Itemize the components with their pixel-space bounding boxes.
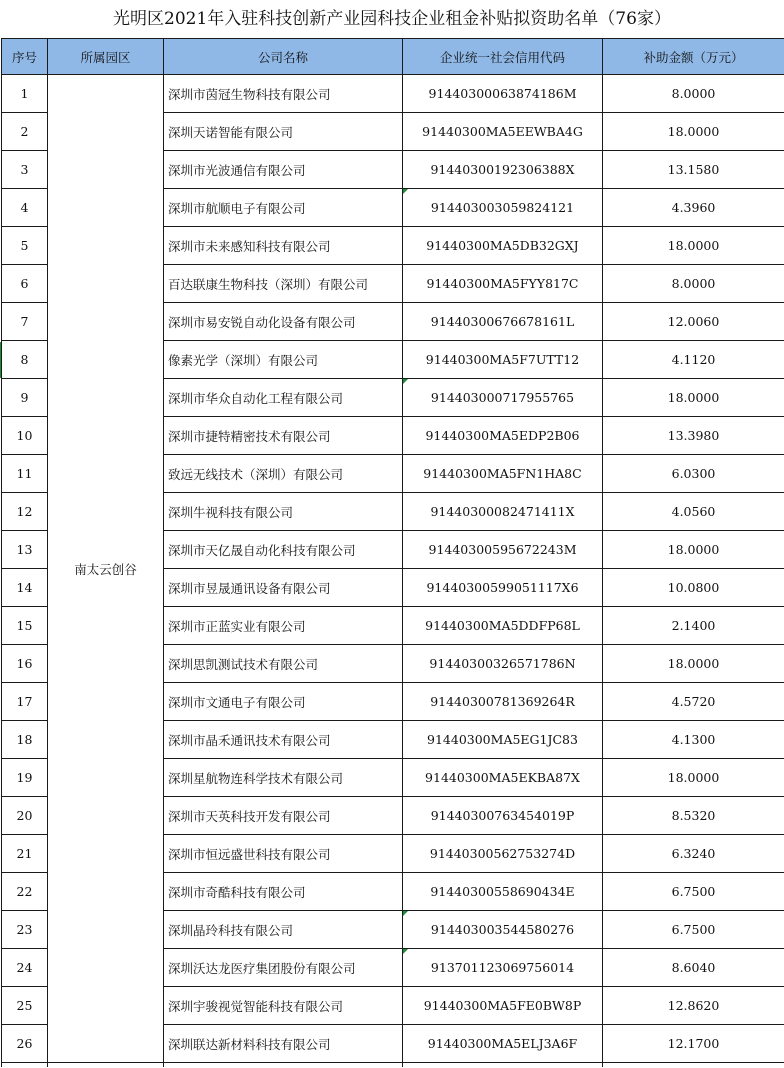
cell-company-name[interactable]: 深圳市天亿晟自动化科技有限公司 (164, 531, 403, 569)
credit-code-text: 91440300676678161L (430, 314, 575, 329)
credit-code-text: 91440300599051117X6 (426, 580, 579, 595)
cell-company-name[interactable]: 深圳市光波通信有限公司 (164, 151, 403, 189)
cell-partial (48, 1063, 164, 1068)
cell-credit-code[interactable] (403, 493, 603, 531)
cell-no[interactable]: 21 (2, 835, 48, 873)
cell-amount[interactable]: 18.0000 (603, 379, 784, 417)
credit-code-text: 91440300MA5DB32GXJ (426, 238, 579, 253)
cell-amount[interactable]: 4.0560 (603, 493, 784, 531)
credit-code-text: 91440300763454019P (430, 808, 575, 823)
cell-credit-code[interactable] (403, 759, 603, 797)
credit-code-text: 91440300MA5FE0BW8P (423, 998, 582, 1013)
credit-code-text: 91440300558690434E (430, 884, 575, 899)
cell-credit-code[interactable] (403, 417, 603, 455)
cell-credit-code[interactable] (403, 607, 603, 645)
credit-code-text: 91440300781369264R (430, 694, 575, 709)
subsidy-table (1, 38, 784, 1067)
cell-credit-code[interactable] (403, 835, 603, 873)
cell-amount[interactable]: 4.5720 (603, 683, 784, 721)
cell-no[interactable]: 15 (2, 607, 48, 645)
credit-code-text: 913701123069756014 (430, 960, 575, 975)
cell-company-name[interactable]: 深圳市正蓝实业有限公司 (164, 607, 403, 645)
cell-company-name[interactable]: 深圳市航顺电子有限公司 (164, 189, 403, 227)
cell-credit-code[interactable] (403, 645, 603, 683)
cell-company-name[interactable]: 深圳市天英科技开发有限公司 (164, 797, 403, 835)
cell-no[interactable]: 11 (2, 455, 48, 493)
cell-no[interactable]: 9 (2, 379, 48, 417)
cell-company-name[interactable]: 深圳星航物连科学技术有限公司 (164, 759, 403, 797)
credit-code-text: 91440300MA5EG1JC83 (427, 732, 578, 747)
cell-amount[interactable]: 12.0060 (603, 303, 784, 341)
credit-code-text: 91440300MA5EDP2B06 (425, 428, 580, 443)
cell-amount[interactable]: 18.0000 (603, 759, 784, 797)
cell-credit-code[interactable] (403, 455, 603, 493)
cell-comment-marker-icon (403, 911, 408, 916)
cell-no[interactable]: 10 (2, 417, 48, 455)
cell-credit-code[interactable] (403, 379, 603, 417)
cell-credit-code[interactable] (403, 303, 603, 341)
credit-code-text: 91440300MA5EEWBA4G (422, 124, 583, 139)
cell-credit-code[interactable] (403, 75, 603, 113)
cell-amount[interactable]: 4.3960 (603, 189, 784, 227)
cell-no[interactable]: 12 (2, 493, 48, 531)
header-code[interactable]: 企业统一社会信用代码 (403, 39, 603, 75)
cell-comment-marker-icon (403, 949, 408, 954)
header-park[interactable]: 所属园区 (48, 39, 164, 75)
cell-credit-code[interactable] (403, 987, 603, 1025)
cell-amount[interactable]: 10.0800 (603, 569, 784, 607)
header-name[interactable]: 公司名称 (164, 39, 403, 75)
cell-amount[interactable]: 12.1700 (603, 1025, 784, 1063)
cell-credit-code[interactable] (403, 949, 603, 987)
cell-company-name[interactable]: 深圳牛视科技有限公司 (164, 493, 403, 531)
cell-amount[interactable]: 8.6040 (603, 949, 784, 987)
cell-no[interactable]: 3 (2, 151, 48, 189)
cell-company-name[interactable]: 深圳市华众自动化工程有限公司 (164, 379, 403, 417)
cell-company-name[interactable]: 深圳市奇酷科技有限公司 (164, 873, 403, 911)
cell-amount[interactable]: 6.7500 (603, 873, 784, 911)
credit-code-text: 91440300562753274D (429, 846, 576, 861)
credit-code-text: 91440300595672243M (428, 542, 577, 557)
credit-code-text: 914403003059824121 (430, 200, 575, 215)
cell-credit-code[interactable] (403, 721, 603, 759)
cell-no[interactable]: 17 (2, 683, 48, 721)
credit-code-text: 91440300192306388X (430, 162, 575, 177)
cell-company-name[interactable]: 深圳联达新材料科技有限公司 (164, 1025, 403, 1063)
cell-amount[interactable]: 8.0000 (603, 75, 784, 113)
cell-no[interactable]: 14 (2, 569, 48, 607)
cell-company-name[interactable]: 深圳市易安锐自动化设备有限公司 (164, 303, 403, 341)
cell-amount[interactable]: 18.0000 (603, 531, 784, 569)
cell-credit-code[interactable] (403, 797, 603, 835)
cell-company-name[interactable]: 深圳市未来感知科技有限公司 (164, 227, 403, 265)
credit-code-text: 91440300MA5DDFP68L (425, 618, 580, 633)
credit-code-text: 91440300063874186M (428, 86, 577, 101)
cell-amount[interactable]: 18.0000 (603, 227, 784, 265)
cell-no[interactable]: 25 (2, 987, 48, 1025)
cell-company-name[interactable]: 深圳市昱晟通讯设备有限公司 (164, 569, 403, 607)
cell-company-name[interactable]: 深圳市晶禾通讯技术有限公司 (164, 721, 403, 759)
credit-code-text: 91440300082471411X (430, 504, 575, 519)
cell-comment-marker-icon (403, 189, 408, 194)
cell-no[interactable]: 2 (2, 113, 48, 151)
cell-no[interactable]: 18 (2, 721, 48, 759)
cell-amount[interactable]: 6.7500 (603, 911, 784, 949)
cell-no[interactable]: 19 (2, 759, 48, 797)
cell-company-name[interactable]: 深圳市恒远盛世科技有限公司 (164, 835, 403, 873)
cell-no[interactable]: 16 (2, 645, 48, 683)
cell-no[interactable]: 6 (2, 265, 48, 303)
cell-amount[interactable]: 12.8620 (603, 987, 784, 1025)
cell-park[interactable]: 南太云创谷 (48, 75, 164, 1063)
cell-no[interactable]: 24 (2, 949, 48, 987)
cell-comment-marker-icon (403, 379, 408, 384)
cell-amount[interactable]: 13.3980 (603, 417, 784, 455)
cell-company-name[interactable]: 深圳沃达龙医疗集团股份有限公司 (164, 949, 403, 987)
cell-company-name[interactable]: 深圳晶玲科技有限公司 (164, 911, 403, 949)
cell-company-name[interactable]: 致远无线技术（深圳）有限公司 (164, 455, 403, 493)
cell-amount[interactable]: 8.5320 (603, 797, 784, 835)
credit-code-text: 914403003544580276 (430, 922, 575, 937)
cell-no[interactable]: 4 (2, 189, 48, 227)
credit-code-text: 91440300MA5FYY817C (426, 276, 579, 291)
cell-credit-code[interactable] (403, 227, 603, 265)
cell-no[interactable]: 23 (2, 911, 48, 949)
cell-credit-code[interactable] (403, 531, 603, 569)
cell-credit-code[interactable] (403, 911, 603, 949)
header-row (2, 39, 784, 75)
credit-code-text: 91440300MA5FN1HA8C (423, 466, 582, 481)
cell-no[interactable]: 8 (2, 341, 48, 379)
table-body (2, 75, 784, 1068)
cell-amount[interactable]: 2.1400 (603, 607, 784, 645)
cell-credit-code[interactable] (403, 683, 603, 721)
cell-amount[interactable]: 18.0000 (603, 645, 784, 683)
cell-amount[interactable]: 6.0300 (603, 455, 784, 493)
cell-credit-code[interactable] (403, 189, 603, 227)
credit-code-text: 91440300MA5F7UTT12 (425, 352, 580, 367)
cell-company-name[interactable]: 深圳市捷特精密技术有限公司 (164, 417, 403, 455)
cell-partial (2, 1063, 48, 1068)
credit-code-text: 91440300MA5ELJ3A6F (427, 1036, 578, 1051)
cell-amount[interactable]: 13.1580 (603, 151, 784, 189)
header-amount[interactable]: 补助金额（万元） (603, 39, 784, 75)
cell-credit-code[interactable] (403, 873, 603, 911)
cell-company-name[interactable]: 百达联康生物科技（深圳）有限公司 (164, 265, 403, 303)
cell-amount[interactable]: 4.1300 (603, 721, 784, 759)
cell-credit-code[interactable] (403, 151, 603, 189)
cell-credit-code[interactable] (403, 341, 603, 379)
cell-partial (403, 1063, 603, 1068)
cell-credit-code[interactable] (403, 113, 603, 151)
cell-no[interactable]: 13 (2, 531, 48, 569)
cell-partial (603, 1063, 784, 1068)
credit-code-text: 91440300MA5EKBA87X (425, 770, 580, 785)
credit-code-text: 914403000717955765 (430, 390, 575, 405)
header-no[interactable]: 序号 (2, 39, 48, 75)
cell-company-name[interactable]: 深圳天诺智能有限公司 (164, 113, 403, 151)
credit-code-text: 91440300326571786N (429, 656, 576, 671)
cell-no[interactable]: 20 (2, 797, 48, 835)
cell-amount[interactable]: 6.3240 (603, 835, 784, 873)
cell-no[interactable]: 7 (2, 303, 48, 341)
cell-no[interactable]: 5 (2, 227, 48, 265)
cell-company-name[interactable]: 深圳思凯测试技术有限公司 (164, 645, 403, 683)
cell-no[interactable]: 22 (2, 873, 48, 911)
page-title: 光明区2021年入驻科技创新产业园科技企业租金补贴拟资助名单（76家） (113, 9, 671, 29)
cell-partial (164, 1063, 403, 1068)
cell-no[interactable]: 1 (2, 75, 48, 113)
cell-company-name[interactable]: 深圳宇骏视觉智能科技有限公司 (164, 987, 403, 1025)
cell-credit-code[interactable] (403, 1025, 603, 1063)
cell-amount[interactable]: 4.1120 (603, 341, 784, 379)
cell-amount[interactable]: 8.0000 (603, 265, 784, 303)
table-row-partial (2, 1063, 784, 1068)
cell-company-name[interactable]: 深圳市茵冠生物科技有限公司 (164, 75, 403, 113)
cell-company-name[interactable]: 深圳市文通电子有限公司 (164, 683, 403, 721)
table-row (2, 75, 784, 113)
cell-company-name[interactable]: 像素光学（深圳）有限公司 (164, 341, 403, 379)
cell-credit-code[interactable] (403, 265, 603, 303)
cell-no[interactable]: 26 (2, 1025, 48, 1063)
cell-credit-code[interactable] (403, 569, 603, 607)
cell-amount[interactable]: 18.0000 (603, 113, 784, 151)
